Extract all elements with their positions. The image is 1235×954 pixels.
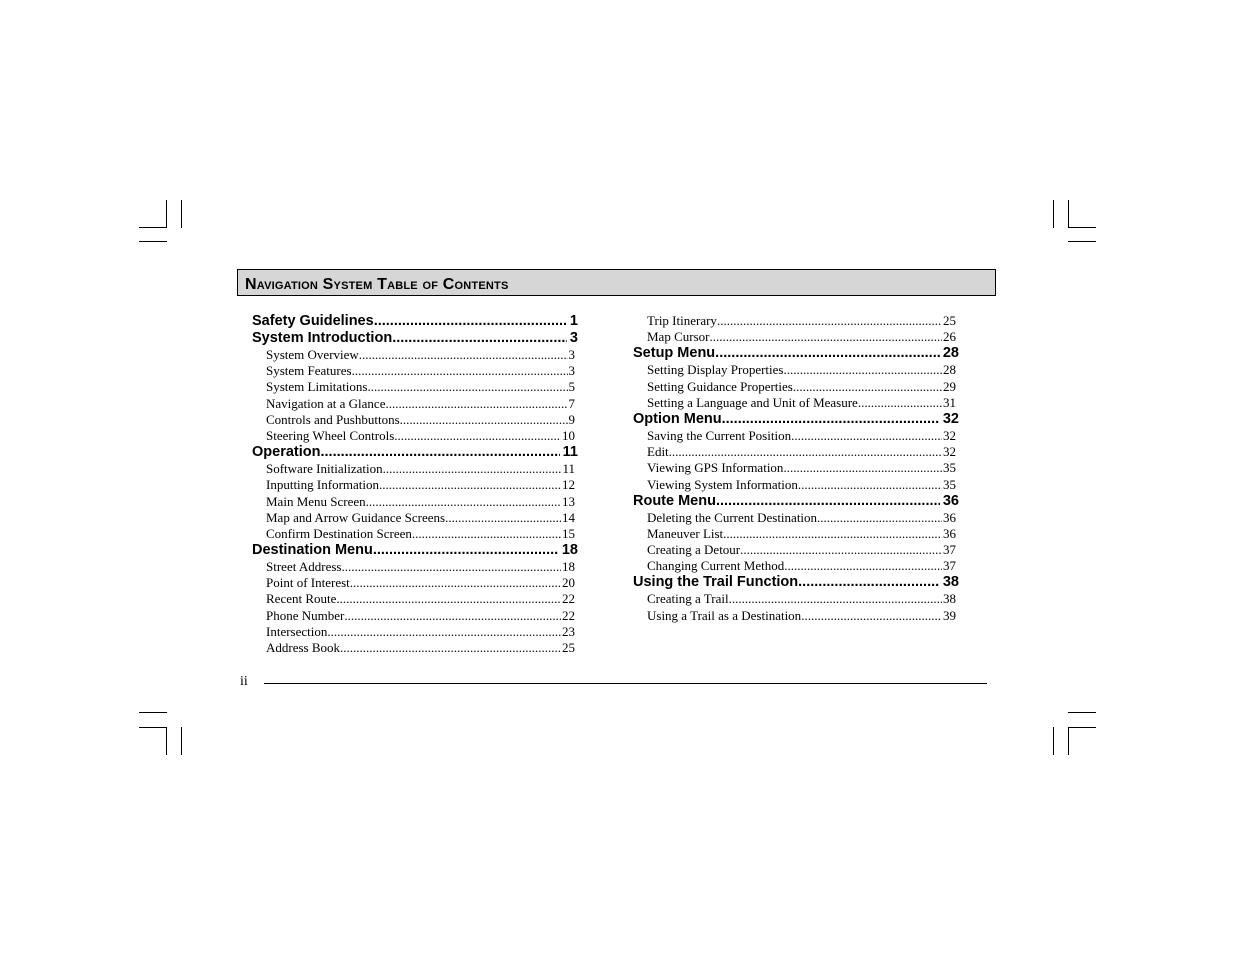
toc-entry-page-number: 20 [562, 575, 575, 591]
toc-entry-page-number: 22 [562, 591, 575, 607]
toc-subsection-entry[interactable] [266, 396, 575, 412]
toc-entry-label: Viewing System Information [647, 476, 798, 492]
toc-subsection-entry[interactable] [647, 395, 956, 411]
toc-subsection-entry[interactable] [647, 329, 956, 345]
toc-section-entry[interactable] [633, 345, 959, 362]
dot-leader [717, 313, 942, 329]
toc-subsection-entry[interactable] [266, 526, 575, 542]
toc-entry-label: Address Book [266, 640, 341, 655]
page-number: ii [240, 674, 248, 689]
toc-subsection-entry[interactable] [647, 362, 956, 378]
toc-entry-page-number: 23 [562, 623, 575, 639]
toc-entry-label: Controls and Pushbuttons [266, 411, 400, 427]
toc-entry-label: Main Menu Screen [266, 493, 366, 509]
toc-section-entry[interactable] [252, 444, 578, 461]
dot-leader [715, 345, 940, 362]
toc-entry-label: Setting a Language and Unit of Measure [647, 394, 858, 410]
dot-leader [392, 330, 567, 347]
toc-entry-label: Recent Route [266, 591, 337, 607]
toc-entry-page-number: 13 [562, 493, 575, 509]
toc-entry-label: Using the Trail Function [633, 574, 799, 591]
toc-entry-label: Route Menu [633, 492, 716, 509]
toc-subsection-entry[interactable] [647, 444, 956, 460]
dot-leader [367, 379, 567, 395]
dot-leader [320, 444, 559, 461]
dot-leader [783, 460, 942, 476]
dot-leader [858, 395, 942, 411]
dot-leader [669, 444, 942, 460]
toc-entry-page-number: 32 [943, 427, 956, 443]
toc-subsection-entry[interactable] [647, 608, 956, 624]
toc-entry-page-number: 11 [562, 444, 578, 461]
toc-entry-page-number: 37 [943, 542, 956, 558]
toc-entry-label: Setting Display Properties [647, 362, 784, 378]
toc-entry-label: Saving the Current Position [647, 427, 792, 443]
toc-entry-page-number: 3 [568, 363, 575, 379]
toc-entry-label: Trip Itinerary [647, 313, 717, 328]
dot-leader [327, 624, 561, 640]
toc-section-entry[interactable] [633, 574, 959, 591]
dot-leader [340, 640, 561, 656]
dot-leader [366, 494, 561, 510]
toc-entry-label: Confirm Destination Screen [266, 525, 412, 541]
toc-entry-label: Creating a Trail [647, 591, 729, 607]
toc-section-entry[interactable] [252, 330, 578, 347]
toc-entry-label: Using a Trail as a Destination [647, 607, 802, 623]
toc-entry-page-number: 35 [943, 476, 956, 492]
toc-entry-label: Destination Menu [252, 542, 373, 559]
dot-leader [383, 461, 562, 477]
toc-entry-page-number: 39 [943, 607, 956, 623]
toc-section-entry[interactable] [252, 542, 578, 559]
toc-entry-label: Safety Guidelines [252, 313, 374, 329]
toc-entry-label: Changing Current Method [647, 558, 785, 574]
toc-entry-page-number: 14 [562, 509, 575, 525]
dot-leader [784, 558, 942, 574]
toc-entry-label: System Introduction [252, 330, 393, 346]
dot-leader [359, 347, 568, 363]
toc-entry-page-number: 10 [562, 427, 575, 443]
toc-entry-page-number: 7 [568, 395, 575, 411]
dot-leader [385, 396, 567, 412]
dot-leader [394, 428, 561, 444]
dot-leader [723, 526, 942, 542]
toc-subsection-entry[interactable] [647, 477, 956, 493]
dot-leader [798, 477, 942, 493]
toc-entry-page-number: 25 [943, 313, 956, 328]
dot-leader [373, 542, 559, 559]
toc-subsection-entry[interactable] [266, 559, 575, 575]
toc-subsection-entry[interactable] [266, 575, 575, 591]
toc-subsection-entry[interactable] [266, 412, 575, 428]
dot-leader [379, 477, 561, 493]
toc-entry-label: System Limitations [266, 379, 368, 395]
toc-entry-page-number: 38 [943, 591, 956, 607]
toc-entry-label: Maneuver List [647, 525, 724, 541]
toc-subsection-entry[interactable] [266, 591, 575, 607]
toc-entry-page-number: 5 [568, 379, 575, 395]
toc-entry-page-number: 12 [562, 477, 575, 493]
toc-entry-label: Software Initialization [266, 461, 383, 477]
toc-column-right [633, 313, 959, 624]
toc-subsection-entry[interactable] [647, 313, 956, 329]
toc-section-entry[interactable] [633, 411, 959, 428]
toc-entry-page-number: 22 [562, 607, 575, 623]
toc-entry-page-number: 36 [942, 492, 959, 509]
toc-section-entry[interactable] [252, 313, 578, 330]
toc-entry-page-number: 38 [942, 574, 959, 591]
toc-entry-label: Setup Menu [633, 345, 716, 362]
dot-leader [350, 575, 561, 591]
toc-subsection-entry[interactable] [266, 510, 575, 526]
toc-section-entry[interactable] [633, 493, 959, 510]
toc-entry-label: Option Menu [633, 410, 722, 427]
toc-entry-page-number: 32 [942, 410, 959, 427]
toc-entry-label: Phone Number [266, 607, 345, 623]
toc-entry-label: Viewing GPS Information [647, 460, 784, 476]
dot-leader [709, 329, 942, 345]
toc-entry-page-number: 18 [561, 542, 578, 559]
toc-entry-label: Map and Arrow Guidance Screens [266, 509, 446, 525]
toc-entry-label: Street Address [266, 559, 342, 575]
dot-leader [740, 542, 942, 558]
dot-leader [374, 313, 567, 330]
toc-subsection-entry[interactable] [647, 591, 956, 607]
toc-entry-page-number: 28 [942, 345, 959, 362]
toc-subsection-entry[interactable] [266, 347, 575, 363]
toc-entry-label: Map Cursor [647, 329, 710, 345]
toc-entry-label: System Overview [266, 347, 359, 362]
toc-entry-label: Navigation at a Glance [266, 395, 386, 411]
toc-subsection-entry[interactable] [266, 477, 575, 493]
dot-leader [791, 428, 942, 444]
toc-entry-page-number: 25 [562, 640, 575, 655]
toc-subsection-entry[interactable] [266, 608, 575, 624]
toc-entry-label: Edit [647, 444, 669, 460]
toc-column-left [252, 313, 578, 656]
dot-leader [341, 559, 561, 575]
toc-subsection-entry[interactable] [266, 363, 575, 379]
toc-entry-page-number: 26 [943, 329, 956, 345]
toc-entry-page-number: 3 [569, 330, 578, 346]
toc-entry-label: Point of Interest [266, 575, 350, 591]
toc-entry-page-number: 37 [943, 558, 956, 574]
dot-leader [722, 411, 940, 428]
toc-entry-label: Intersection [266, 623, 328, 639]
toc-entry-page-number: 36 [943, 525, 956, 541]
dot-leader [352, 363, 568, 379]
dot-leader [412, 526, 561, 542]
dot-leader [798, 574, 940, 591]
toc-entry-page-number: 18 [562, 559, 575, 575]
toc-entry-page-number: 31 [943, 394, 956, 410]
dot-leader [400, 412, 568, 428]
toc-entry-label: Steering Wheel Controls [266, 427, 395, 443]
toc-subsection-entry[interactable] [266, 379, 575, 395]
toc-subsection-entry[interactable] [266, 428, 575, 444]
toc-entry-page-number: 9 [568, 411, 575, 427]
dot-leader [784, 362, 943, 378]
dot-leader [793, 379, 942, 395]
toc-entry-page-number: 1 [569, 313, 578, 329]
toc-entry-page-number: 3 [568, 347, 575, 362]
dot-leader [716, 493, 940, 510]
toc-entry-page-number: 35 [943, 460, 956, 476]
toc-subsection-entry[interactable] [647, 526, 956, 542]
dot-leader [445, 510, 561, 526]
toc-entry-page-number: 29 [943, 378, 956, 394]
toc-entry-label: Deleting the Current Destination [647, 509, 818, 525]
toc-entry-page-number: 36 [943, 509, 956, 525]
toc-entry-label: System Features [266, 363, 352, 379]
toc-subsection-entry[interactable] [266, 624, 575, 640]
toc-entry-page-number: 11 [562, 461, 575, 477]
toc-subsection-entry[interactable] [647, 460, 956, 476]
dot-leader [801, 608, 942, 624]
toc-subsection-entry[interactable] [647, 542, 956, 558]
toc-title-bar [237, 269, 996, 296]
toc-subsection-entry[interactable] [647, 379, 956, 395]
footer-divider [264, 683, 987, 684]
toc-entry-page-number: 32 [943, 444, 956, 460]
dot-leader [344, 608, 561, 624]
toc-subsection-entry[interactable] [647, 428, 956, 444]
toc-entry-label: Operation [252, 444, 321, 461]
dot-leader [729, 591, 942, 607]
toc-subsection-entry[interactable] [647, 510, 956, 526]
toc-entry-label: Setting Guidance Properties [647, 378, 793, 394]
toc-subsection-entry[interactable] [647, 558, 956, 574]
toc-entry-label: Inputting Information [266, 477, 380, 493]
page-title: Navigation System Table of Contents [245, 276, 509, 293]
dot-leader [817, 510, 942, 526]
toc-subsection-entry[interactable] [266, 494, 575, 510]
toc-entry-label: Creating a Detour [647, 542, 741, 558]
toc-entry-page-number: 15 [562, 525, 575, 541]
toc-subsection-entry[interactable] [266, 461, 575, 477]
toc-entry-page-number: 28 [943, 362, 956, 378]
toc-subsection-entry[interactable] [266, 640, 575, 656]
dot-leader [336, 591, 561, 607]
